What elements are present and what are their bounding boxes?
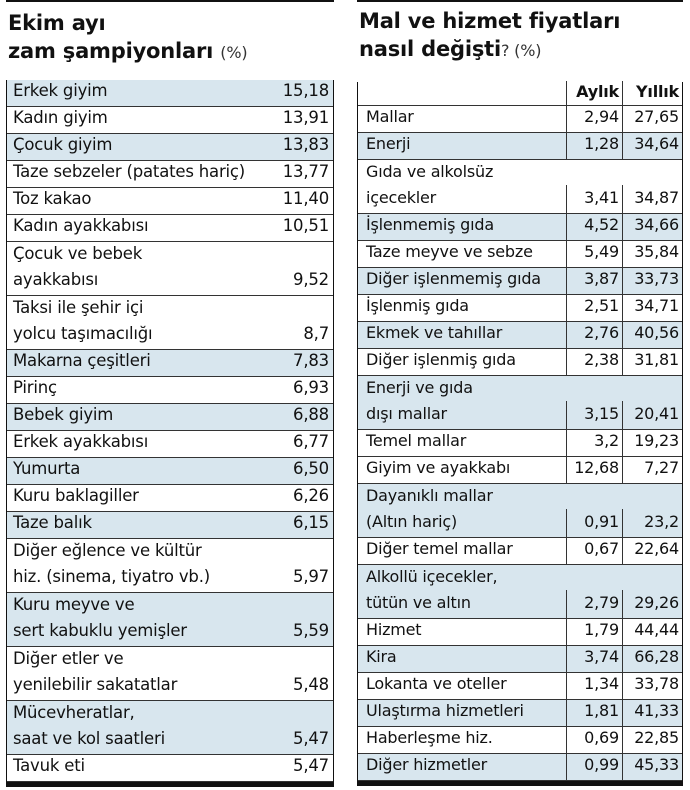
table-row (7, 215, 333, 242)
table-row (7, 512, 333, 539)
table-row (358, 106, 682, 133)
yearly-value: 35,84 (622, 239, 682, 267)
item-value: 6,15 (293, 513, 329, 532)
table-row (358, 322, 682, 349)
monthly-value: 0,91 (566, 509, 622, 537)
yearly-value: 44,44 (622, 617, 682, 645)
table-row (7, 755, 333, 782)
item-name: Lokanta ve oteller (366, 674, 507, 693)
bottom-rule (6, 782, 334, 787)
panel-title-line2 (357, 35, 683, 65)
item-name: İşlenmiş gıda (366, 296, 469, 315)
item-name: Yumurta (13, 459, 81, 478)
item-name: Kadın ayakkabısı (13, 216, 149, 235)
table-row (358, 727, 682, 754)
item-name: Diğer temel mallar (366, 539, 513, 558)
item-name: Enerji ve gıda dışı mallar (366, 378, 473, 423)
monthly-value: 2,51 (566, 293, 622, 321)
yearly-value: 34,66 (622, 212, 682, 240)
yearly-value: 23,2 (622, 509, 682, 537)
item-name: Çocuk giyim (13, 135, 113, 154)
item-name: Makarna çeşitleri (13, 351, 151, 370)
monthly-value: 4,52 (566, 212, 622, 240)
yearly-value: 33,78 (622, 671, 682, 699)
monthly-value: 0,69 (566, 725, 622, 753)
table-row (7, 485, 333, 512)
table-row (358, 268, 682, 295)
item-value: 7,83 (293, 351, 329, 370)
item-name: Taze sebzeler (patates hariç) (13, 162, 246, 181)
monthly-value: 3,41 (566, 185, 622, 213)
item-name: Dayanıklı mallar (Altın hariç) (366, 486, 493, 531)
price-change-table (357, 82, 683, 781)
panel-title-line1: Mal ve hizmet fiyatları (359, 9, 621, 33)
title-text: nasıl değişti (359, 37, 501, 61)
item-name: Taze balık (13, 513, 92, 532)
yearly-value: 33,73 (622, 266, 682, 294)
item-value: 6,77 (293, 432, 329, 451)
title-block (357, 2, 683, 82)
item-value: 5,59 (293, 621, 329, 640)
table-row (7, 404, 333, 431)
title-text: zam şampiyonları (8, 39, 214, 63)
table-row (358, 538, 682, 565)
monthly-value: 2,38 (566, 347, 622, 375)
yearly-value: 27,65 (622, 104, 682, 132)
table-row (7, 458, 333, 485)
table-row (358, 133, 682, 160)
table-row (358, 565, 682, 619)
item-value: 13,83 (282, 135, 329, 154)
item-name: Pirinç (13, 378, 57, 397)
item-value: 13,77 (282, 162, 329, 181)
yearly-value: 45,33 (622, 752, 682, 780)
yearly-value: 40,56 (622, 320, 682, 348)
item-value: 10,51 (282, 216, 329, 235)
monthly-value: 0,99 (566, 752, 622, 780)
table-row (358, 673, 682, 700)
panel-title-line2 (6, 37, 334, 67)
table-row (7, 377, 333, 404)
table-row (7, 593, 333, 647)
item-name: Giyim ve ayakkabı (366, 458, 511, 477)
unit-label: ? (%) (500, 41, 542, 60)
item-name: Kuru meyve ve sert kabuklu yemişler (13, 595, 187, 640)
item-name: Diğer hizmetler (366, 755, 487, 774)
item-value: 11,40 (282, 189, 329, 208)
item-name: Gıda ve alkolsüz içecekler (366, 162, 494, 207)
yearly-value: 22,85 (622, 725, 682, 753)
item-value: 5,47 (293, 729, 329, 748)
item-name: Alkollü içecekler, tütün ve altın (366, 567, 498, 612)
table-row (358, 376, 682, 430)
monthly-value: 1,28 (566, 131, 622, 159)
table-row (358, 619, 682, 646)
table-row (358, 349, 682, 376)
monthly-value: 2,76 (566, 320, 622, 348)
monthly-value: 3,87 (566, 266, 622, 294)
item-name: Taze meyve ve sebze (366, 242, 533, 261)
item-name: Temel mallar (366, 431, 467, 450)
table-row (7, 242, 333, 296)
item-value: 5,97 (293, 567, 329, 586)
item-value: 6,93 (293, 378, 329, 397)
item-value: 15,18 (282, 81, 329, 100)
table-row (358, 646, 682, 673)
item-name: Ulaştırma hizmetleri (366, 701, 524, 720)
yearly-value: 34,87 (622, 185, 682, 213)
item-name: Mücevheratlar, saat ve kol saatleri (13, 703, 165, 748)
item-name: Bebek giyim (13, 405, 114, 424)
monthly-value: 3,15 (566, 401, 622, 429)
monthly-value: 3,74 (566, 644, 622, 672)
monthly-value: 3,2 (566, 428, 622, 456)
item-name: Diğer etler ve yenilebilir sakatatlar (13, 649, 178, 694)
yearly-value: 7,27 (622, 455, 682, 483)
monthly-value: 2,94 (566, 104, 622, 132)
table-row (7, 539, 333, 593)
item-value: 13,91 (282, 108, 329, 127)
item-name: Toz kakao (13, 189, 92, 208)
item-name: Diğer işlenmemiş gıda (366, 269, 541, 288)
table-row (358, 700, 682, 727)
monthly-value: 0,67 (566, 536, 622, 564)
yearly-value: 29,26 (622, 590, 682, 618)
table-row (7, 647, 333, 701)
item-name: Diğer eğlence ve kültür hiz. (sinema, tiyatro vb.) (13, 541, 210, 586)
item-name: Çocuk ve bebek ayakkabısı (13, 244, 143, 289)
item-name: Kira (366, 647, 397, 666)
item-value: 5,47 (293, 756, 329, 775)
monthly-value: 2,79 (566, 590, 622, 618)
table-row (7, 134, 333, 161)
item-name: Ekmek ve tahıllar (366, 323, 503, 342)
monthly-value: 1,81 (566, 698, 622, 726)
item-value: 6,88 (293, 405, 329, 424)
table-row (358, 754, 682, 781)
yearly-value: 34,64 (622, 131, 682, 159)
header-monthly: Aylık (566, 81, 622, 105)
item-name: Taksi ile şehir içi yolcu taşımacılığı (13, 298, 153, 343)
yearly-value: 66,28 (622, 644, 682, 672)
table-row (7, 80, 333, 107)
table-row (358, 214, 682, 241)
item-name: Erkek giyim (13, 81, 108, 100)
table-row (358, 295, 682, 322)
item-value: 6,50 (293, 459, 329, 478)
item-value: 8,7 (303, 324, 329, 343)
panel-title-line1: Ekim ayı (8, 11, 106, 35)
table-row (358, 484, 682, 538)
table-header (358, 82, 682, 106)
yearly-value: 31,81 (622, 347, 682, 375)
table-row (358, 430, 682, 457)
table-row (7, 701, 333, 755)
bottom-rule (357, 781, 683, 786)
yearly-value: 20,41 (622, 401, 682, 429)
item-name: Enerji (366, 134, 411, 153)
item-name: Kadın giyim (13, 108, 108, 127)
item-value: 5,48 (293, 675, 329, 694)
item-name: Mallar (366, 107, 414, 126)
item-name: Hizmet (366, 620, 422, 639)
table-row (358, 457, 682, 484)
monthly-value: 5,49 (566, 239, 622, 267)
yearly-value: 19,23 (622, 428, 682, 456)
title-block (6, 2, 334, 80)
yearly-value: 34,71 (622, 293, 682, 321)
item-name: Tavuk eti (13, 756, 85, 775)
table-row (358, 241, 682, 268)
table-row (7, 107, 333, 134)
table-row (7, 161, 333, 188)
price-increase-table (6, 80, 334, 782)
fiyat-degisim-panel (357, 0, 683, 786)
item-value: 9,52 (293, 270, 329, 289)
item-name: Haberleşme hiz. (366, 728, 493, 747)
table-row (358, 160, 682, 214)
table-row (7, 188, 333, 215)
yearly-value: 22,64 (622, 536, 682, 564)
table-row (7, 350, 333, 377)
table-row (7, 296, 333, 350)
item-name: Kuru baklagiller (13, 486, 139, 505)
item-name: İşlenmemiş gıda (366, 215, 494, 234)
item-name: Diğer işlenmiş gıda (366, 350, 516, 369)
monthly-value: 12,68 (566, 455, 622, 483)
monthly-value: 1,34 (566, 671, 622, 699)
unit-label: (%) (220, 43, 248, 62)
monthly-value: 1,79 (566, 617, 622, 645)
yearly-value: 41,33 (622, 698, 682, 726)
header-yearly: Yıllık (622, 81, 682, 105)
item-name: Erkek ayakkabısı (13, 432, 149, 451)
table-row (7, 431, 333, 458)
item-value: 6,26 (293, 486, 329, 505)
zam-sampiyonlari-panel (6, 0, 334, 787)
